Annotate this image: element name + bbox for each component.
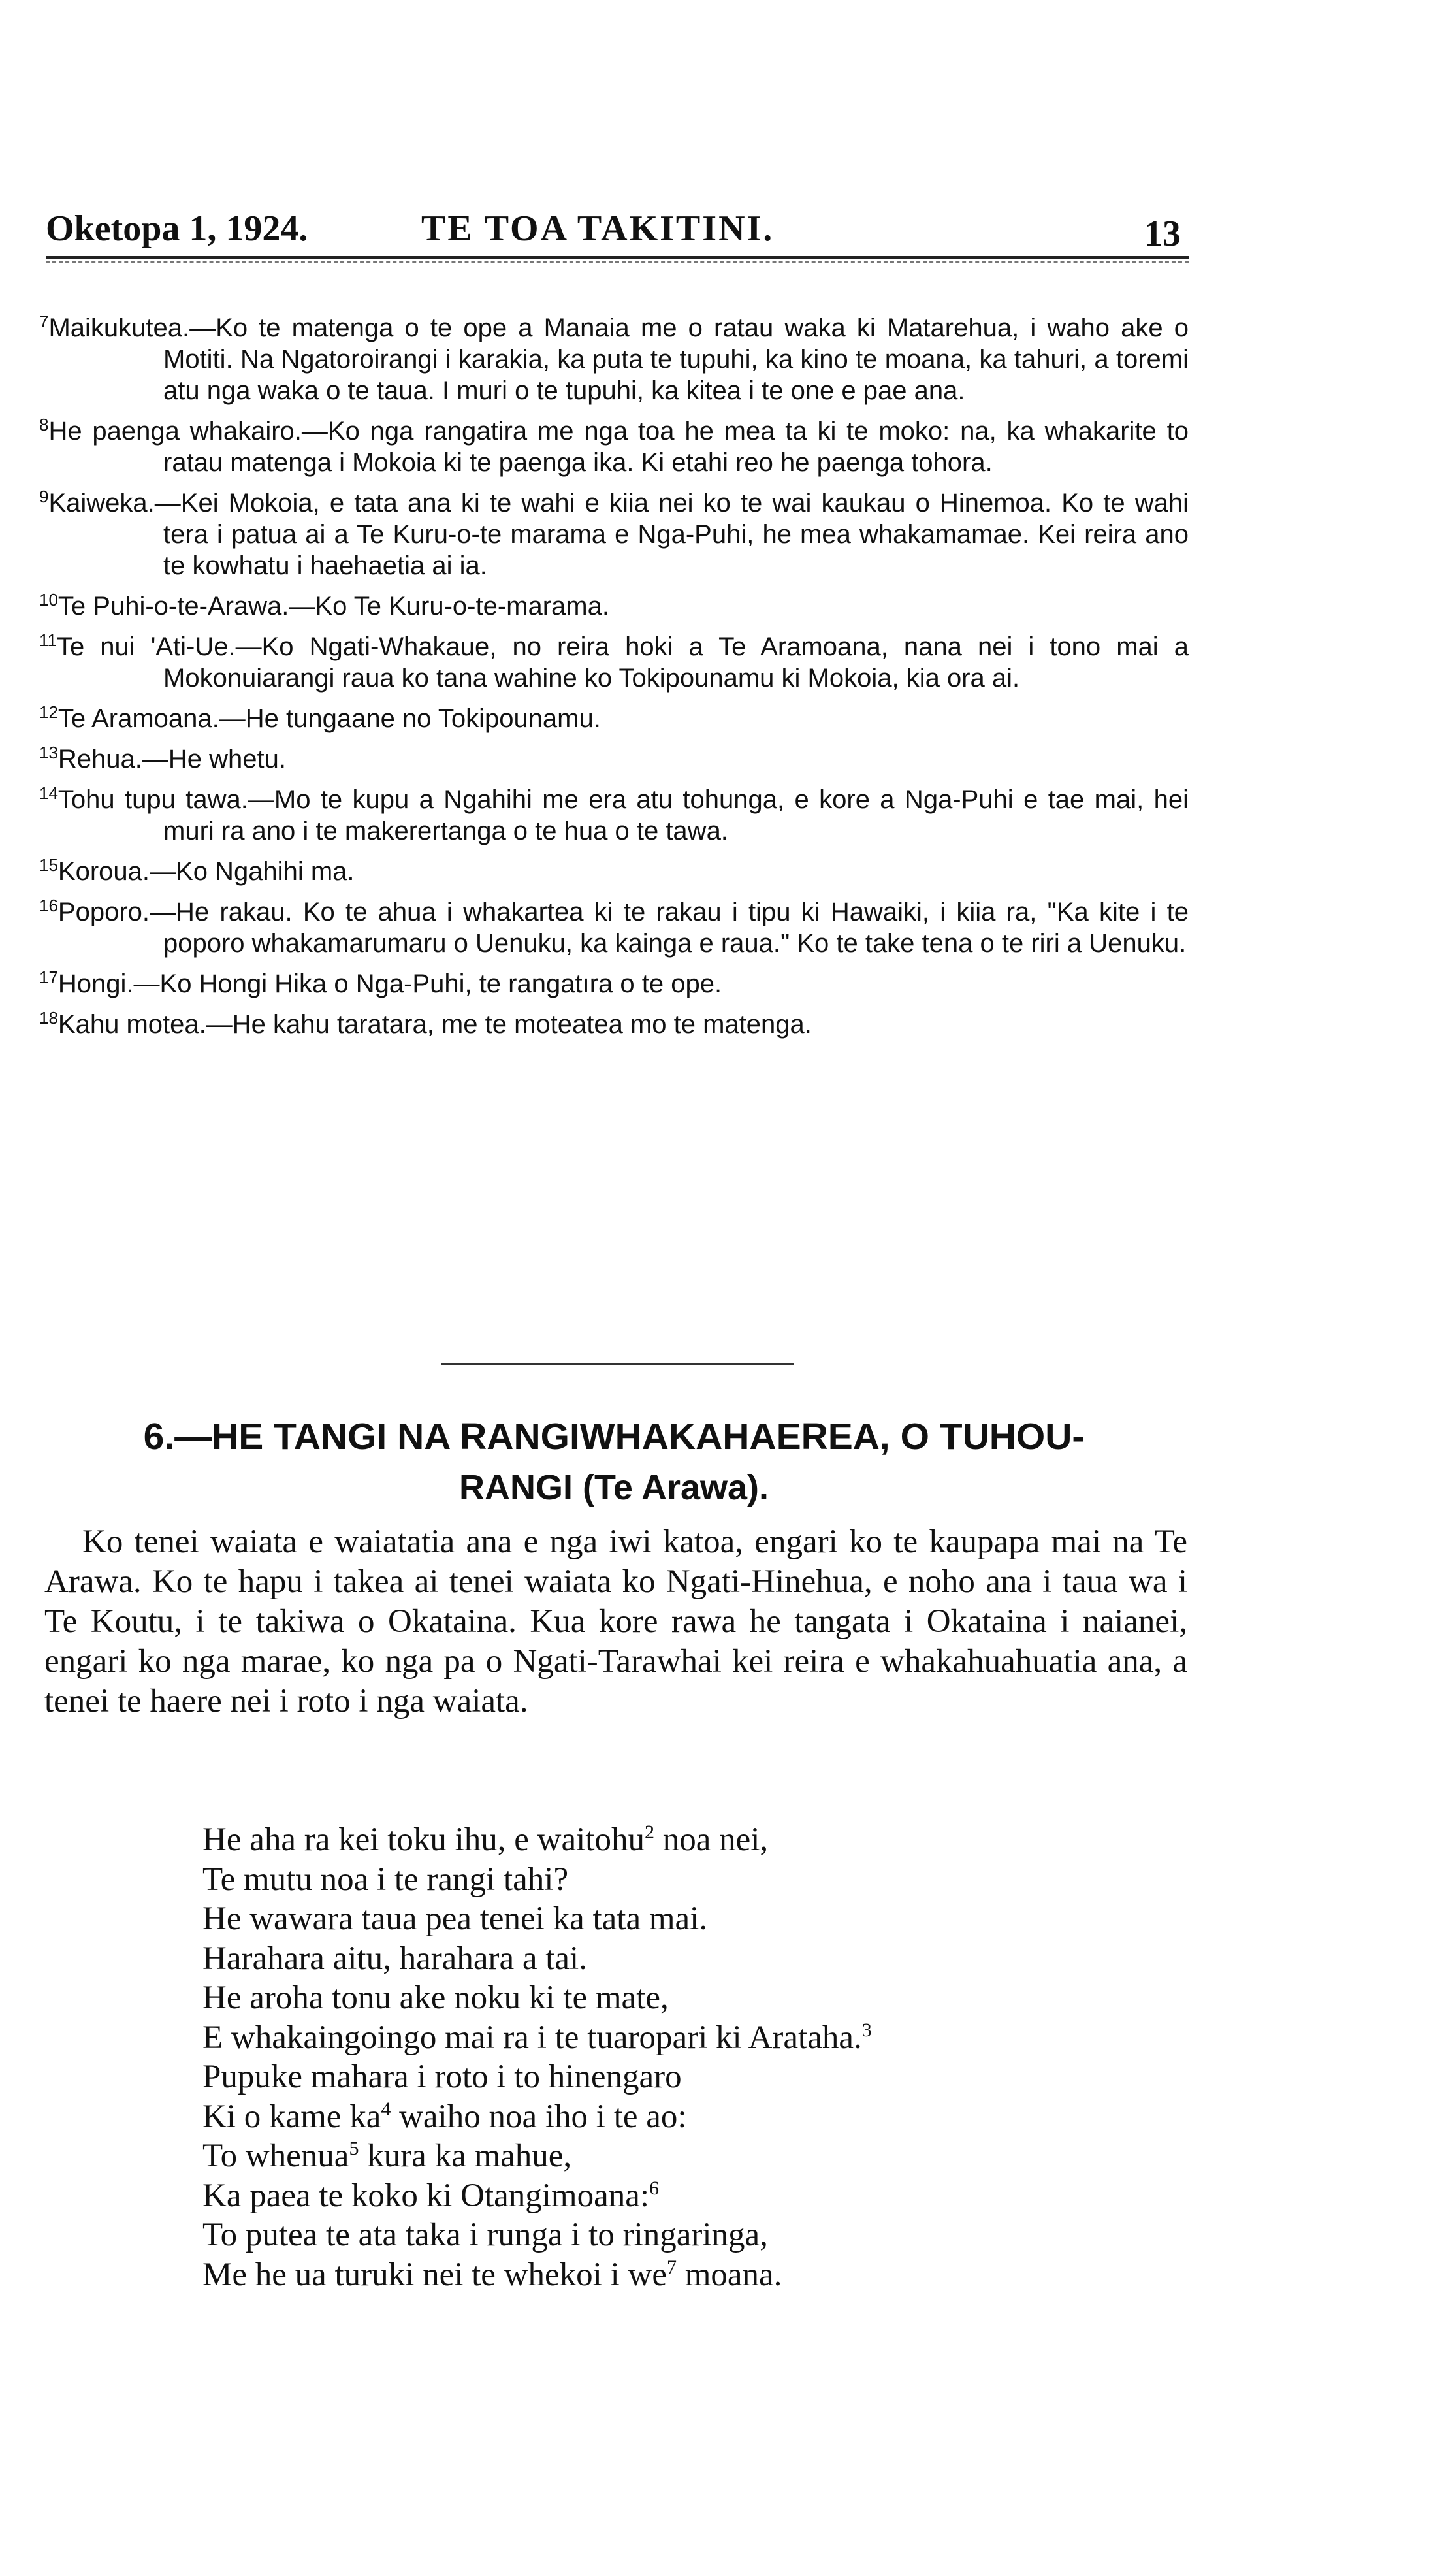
footnote: $^{15}$Koroua.—Ko Ngahihi ma. <box>39 855 355 886</box>
header-rule-secondary <box>46 261 1189 263</box>
poem-line: Te mutu noa i te rangi tahi? <box>202 1861 569 1898</box>
section-heading-line1: 6.—HE TANGI NA RANGIWHAKAHAEREA, O TUHOU- <box>143 1416 1085 1458</box>
running-header <box>46 208 1187 261</box>
footnote: $^9$Kaiweka.—Kei Mokoia, e tata ana ki te wahi e kiia nei ko te wai kaukau o Hinemoa. Ko te wahi tera i patua ai a Te Kuru-o-te marama e Nga-Puhi, he mea whakamamae. Kei reira ano te kowhatu i haehaetia ai ia. <box>39 487 1189 580</box>
footnote: $^{12}$Te Aramoana.—He tungaane no Tokipounamu. <box>39 702 601 733</box>
intro-paragraph: Ko tenei waiata e waiatatia ana e nga iwi katoa, engari ko te kaupapa mai na Te Arawa. Ko te hapu i takea ai tenei waiata ko Ngati-Hinehua, e noho ana i taua wa i Te Koutu, i te takiwa o Okataina. Kua kore rawa he tangata i Okataina i naianei, engari ko nga marae, ko nga pa o Ngati-Tarawhai kei reira e whakahuahuatia ana, a tenei te haere nei i roto i nga waiata. <box>44 1524 1187 1720</box>
footnote: $^{10}$Te Puhi-o-te-Arawa.—Ko Te Kuru-o-te-marama. <box>39 590 609 621</box>
footnotes <box>39 312 1189 1049</box>
footnote: $^{17}$Hongi.—Ko Hongi Hika o Nga-Puhi, te rangatıra o te ope. <box>39 968 722 998</box>
poem-line: E whakaingoingo mai ra i te tuaropari ki Arataha.$^3$ <box>202 2019 872 2056</box>
poem-line: Ki o kame $ka^4$ waiho noa iho i te ao: <box>202 2098 687 2135</box>
page-number: 13 <box>1144 214 1181 254</box>
section-heading-line2: RANGI (Te Arawa). <box>458 1468 769 1507</box>
journal-title: TE TOA TAKITINI. <box>421 208 775 249</box>
footnote: $^{16}$Poporo.—He rakau. Ko te ahua i whakartea ki te rakau i tipu ki Hawaiki, i kiia ra, "Ka kite i te poporo whakamarumaru o Uenuku, ka kainga e raua." Ko te take tena o te riri a Uenuku. <box>39 896 1189 958</box>
poem <box>202 1820 1182 2294</box>
footnote: $^{11}$Te nui 'Ati-Ue.—Ko Ngati-Whakaue, no reira hoki a Te Aramoana, nana nei i tono mai a Mokonuiarangi raua ko tana wahine ko Tokipounamu ki Mokoia, kia ora ai. <box>39 630 1189 693</box>
poem-line: He wawara taua pea tenei ka tata mai. <box>202 1900 708 1937</box>
footnote: $^{13}$Rehua.—He whetu. <box>39 743 287 774</box>
poem-line: To putea te ata taka i runga i to ringaringa, <box>202 2217 768 2253</box>
poem-line: Me he ua turuki nei te whekoi i $we^7$ moana. <box>202 2256 782 2293</box>
poem-line: Ka paea te koko ki Otangimoana:$^6$ <box>202 2177 660 2214</box>
poem-line: Harahara aitu, harahara a tai. <box>202 1940 587 1977</box>
poem-line: Pupuke mahara i roto i to hinengaro <box>202 2059 682 2095</box>
section-divider <box>441 1363 794 1365</box>
footnote: $^8$He paenga whakairo.—Ko nga rangatira me nga toa he mea ta ki te moko: na, ka whakarite to ratau matenga i Mokoia ki te paenga ika. Ki etahi reo he paenga tohora. <box>39 415 1189 477</box>
footnote: $^{14}$Tohu tupu tawa.—Mo te kupu a Ngahihi me era atu tohunga, e kore a Nga-Puhi e tae mai, hei muri ra ano i te makerertanga o te hua o te tawa. <box>39 783 1189 845</box>
header-date: Oketopa 1, 1924. <box>46 208 308 249</box>
poem-line: He aha ra kei toku ihu, e waitohu$^2$ noa nei, <box>202 1821 769 1858</box>
section-heading <box>39 1411 1189 1513</box>
footnote: $^7$Maikukutea.—Ko te matenga o te ope a Manaia me o ratau waka ki Matarehua, i waho ake o Motiti. Na Ngatoroirangi i karakia, ka puta te tupuhi, ka kino te moana, ka tahuri, a toremi atu nga waka o te taua. I muri o te tupuhi, ka kitea i te one e pae ana. <box>39 312 1189 405</box>
footnote: $^{18}$Kahu motea.—He kahu taratara, me te moteatea mo te matenga. <box>39 1008 812 1039</box>
header-rule <box>46 256 1189 259</box>
poem-line: He aroha tonu ake noku ki te mate, <box>202 1980 669 2016</box>
poem-line: To whenua$^5$ kura ka mahue, <box>202 2138 572 2174</box>
